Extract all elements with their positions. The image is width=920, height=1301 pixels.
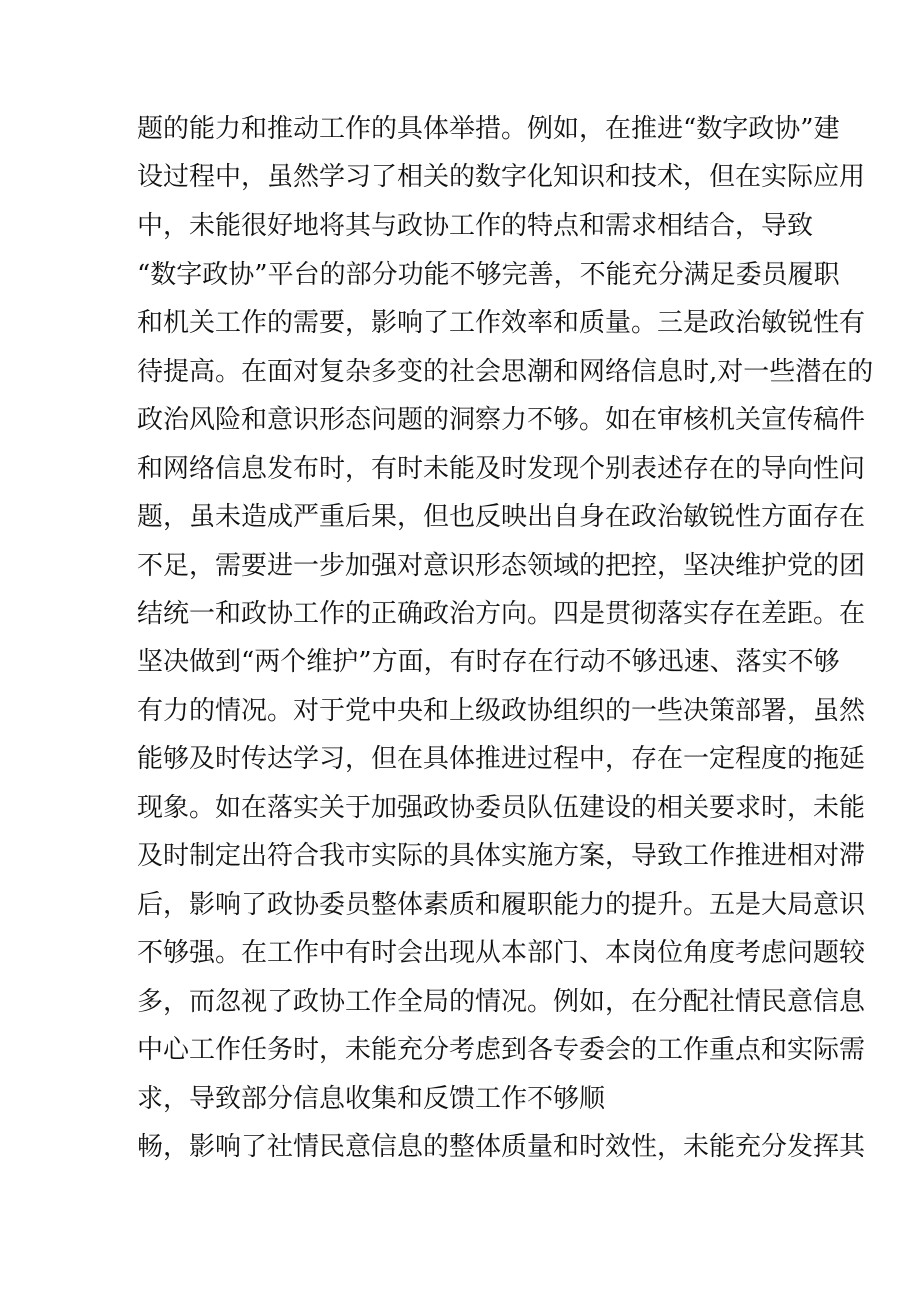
text-line-19: 多，而忽视了政协工作全局的情况。例如，在分配社情民意信息 <box>137 987 866 1017</box>
text-line-18: 不够强。在工作中有时会出现从本部门、本岗位角度考虑问题较 <box>137 938 866 968</box>
text-line-16: 及时制定出符合我市实际的具体实施方案，导致工作推进相对滞 <box>137 841 866 871</box>
text-line-14: 能够及时传达学习，但在具体推进过程中，存在一定程度的拖延 <box>137 744 866 774</box>
text-line-11: 结统一和政协工作的正确政治方向。四是贯彻落实存在差距。在 <box>137 599 866 629</box>
text-line-12: 坚决做到“两个维护”方面，有时存在行动不够迅速、落实不够 <box>137 647 840 677</box>
text-line-21: 求，导致部分信息收集和反馈工作不够顺 <box>137 1084 606 1114</box>
text-line-13: 有力的情况。对于党中央和上级政协组织的一些决策部署，虽然 <box>137 696 866 726</box>
text-line-9: 题，虽未造成严重后果，但也反映出自身在政治敏锐性方面存在 <box>137 502 866 532</box>
text-line-6: 待提高。在面对复杂多变的社会思潮和网络信息时,对一些潜在的 <box>137 357 874 387</box>
text-line-4: “数字政协”平台的部分功能不够完善，不能充分满足委员履职 <box>137 260 840 290</box>
text-line-15: 现象。如在落实关于加强政协委员队伍建设的相关要求时，未能 <box>137 793 866 823</box>
text-line-10: 不足，需要进一步加强对意识形态领域的把控，坚决维护党的团 <box>137 551 866 581</box>
text-line-3: 中，未能很好地将其与政协工作的特点和需求相结合，导致 <box>137 211 814 241</box>
text-line-7: 政治风险和意识形态问题的洞察力不够。如在审核机关宣传稿件 <box>137 405 866 435</box>
text-line-20: 中心工作任务时，未能充分考虑到各专委会的工作重点和实际需 <box>137 1035 866 1065</box>
text-line-2: 设过程中，虽然学习了相关的数字化知识和技术，但在实际应用 <box>137 162 866 192</box>
text-line-22: 畅，影响了社情民意信息的整体质量和时效性，未能充分发挥其 <box>137 1132 866 1162</box>
text-line-8: 和网络信息发布时，有时未能及时发现个别表述存在的导向性问 <box>137 454 866 484</box>
text-line-17: 后，影响了政协委员整体素质和履职能力的提升。五是大局意识 <box>137 890 866 920</box>
text-line-5: 和机关工作的需要，影响了工作效率和质量。三是政治敏锐性有 <box>137 308 866 338</box>
text-line-1: 题的能力和推动工作的具体举措。例如，在推进“数字政协”建 <box>137 114 840 144</box>
